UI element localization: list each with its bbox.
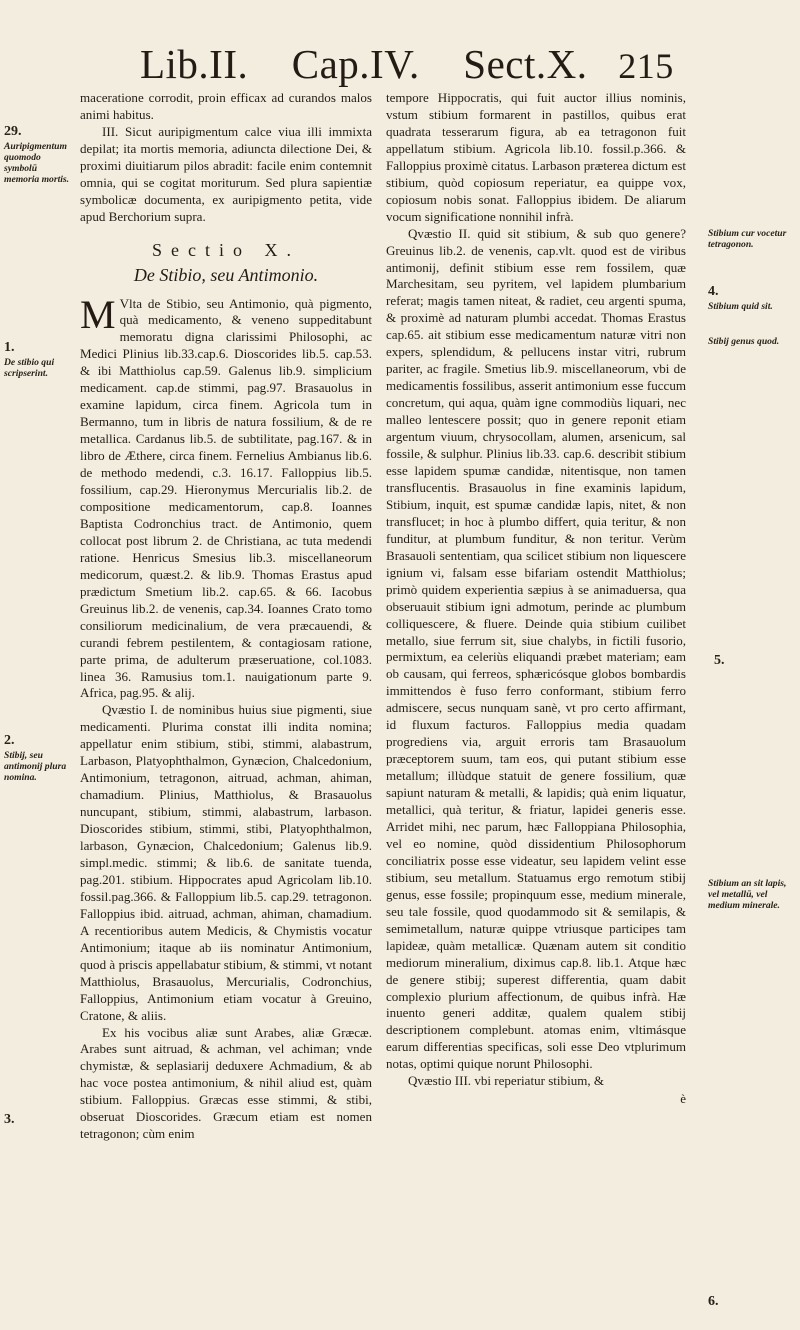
- margin-note-number: 4.: [708, 284, 719, 299]
- left-paragraph-5: Ex his vocibus aliæ sunt Arabes, aliæ Græcæ. Arabes sunt aitruad, & achman, vel achiman; vnde chymistæ, & seplasiarij deduxere Achmadium, & ab hac voce postea antimonium, & nihil aliud est, quàm stibium. Falloppius. Græcas esse stimmi, & stibi, obseruat Dioscorides. Græcum etiam est nomen tetragonon; cùm enim: [80, 1024, 372, 1142]
- left-paragraph-4: Qvæstio I. de nominibus huius siue pigmenti, siue medicamenti. Plurima constat illi indita nomina; appellatur enim stibium, stibi, stimmi, alabastrum, Larbason, Platyophthalmon, Gynæcion, Chalcedonium, Antimonium, tetragonon, aitruad, achman, ahiman, chamadium. Plinius, Matthiolus, & Brasauolus nuncupant, stibium, stimmi, alabastrum, larbason. Dioscorides stibium, stimmi, stibi, Platyophthalmon, larbason, Gynæcion, Chalcedonium; Galenus lib.9. simpl.medic. stimmi; & lib.6. de sanitate tuenda, pag.201. stibium. Hippocrates apud Agricolam lib.10. fossil.pag.366. & Falloppium lib.5. cap.29. tetragonon. Falloppius ibid. aitruad, achman, ahiman, chamadium. A recentioribus autem Medicis, & Chymistis vocatur Antimonium; itaque ab iis nominatur Antimonium, quod à priscis appellabatur stibium, & stimmi, vt notant Matthiolus, Brasauolus, Mercurialis, Codronchius, Falloppius, Antimonium etiam vocatur à Greuino, Cratone, & aliis.: [80, 702, 372, 1023]
- drop-cap: M: [80, 291, 116, 337]
- left-column: [80, 90, 372, 1143]
- catchword: è: [680, 1091, 686, 1107]
- margin-note-text: Stibium an sit lapis, vel metallū, vel medium minerale.: [708, 878, 787, 911]
- right-paragraph-1: tempore Hippocratis, qui fuit auctor illius nominis, vstum stibium formarent in pastillos, quibus erat quadrata tesserarum figura, ab ea tetragonon fuit appellatum stibium. Agricola lib.10. fossil.p.366. & Falloppius proximè citatus. Larbason præterea dictum est stibium, quòd copiosum reperiatur, ea quippe vox, copiosum nobis sonat. Falloppius ibidem. De aliarum vocum significatione nonnihil infrà.: [386, 90, 686, 224]
- margin-note-right: [708, 336, 790, 347]
- margin-note-number: 6.: [708, 1294, 719, 1309]
- page-number: 215: [618, 46, 674, 86]
- left-paragraph-1: maceratione corrodit, proin efficax ad curandos malos animi habitus.: [80, 90, 372, 122]
- margin-note-text: Stibium quid sit.: [708, 301, 773, 312]
- left-paragraph-3-text: Vlta de Stibio, seu Antimonio, quà pigmento, quà medicamento, & veneno suppeditabunt memoratu digna clarissimi Philosophi, ac Medici Plinius lib.33.cap.6. Dioscorides lib.5. cap.53. & ibi Matthiolus cap.59. Galenus lib.9. simplicium medicament. cap.de stimmi, pag.97. Brasauolus in examine lapidum, circa finem. Agricola tum in Bermanno, tum in libris de natura fossilium, & de re metallica. Cardanus lib.5. de subtilitate, pag.167. & in libro de Æthere, circa finem. Fernelius Ambianus lib.6. de methodo medendi, c.3. 16.17. Falloppius lib.5. fossilium, cap.29. Hieronymus Mercurialis lib.2. de compositione medicamentorum, cap.8. Ioannes Baptista Codronchius tract. de Antimonio, quem collocat post librum 2. de Christiana, ac tuta medendi ratione. Henricus Smesius lib.3. miscellaneorum medicorum, quæst.2. & lib.9. Thomas Erastus apud prædictum Smetium lib.2. cap.65. & 66. Iacobus Greuinus lib.2. de venenis, cap.34. Ioannes Crato tomo consiliorum medicinalium, de vera præcauendi, & curandi febrem pestilentem, & contagiosam ratione, parte prima, de adulterum præseruatione, col.1083. linea 36. Ramusius tom.1. nauigationum parte 9. Africa, pag.95. & alij.: [80, 295, 372, 701]
- margin-note-number: 1.: [4, 340, 15, 355]
- margin-note-text: Stibij, seu antimonij plura nomina.: [4, 750, 67, 783]
- margin-note-text: Stibij genus quod.: [708, 336, 780, 347]
- section-subtitle: De Stibio, seu Antimonio.: [133, 264, 319, 285]
- margin-note-right: [708, 284, 790, 312]
- margin-note-number: 29.: [4, 124, 22, 139]
- margin-note-number: 5.: [714, 653, 725, 668]
- right-paragraph-3: Qvæstio III. vbi reperiatur stibium, &: [408, 1073, 605, 1089]
- margin-note-left: [4, 340, 72, 379]
- margin-note-text: Stibium cur vocetur tetragonon.: [708, 228, 787, 250]
- margin-note-text: De stibio qui scripserint.: [4, 357, 55, 379]
- section-title: Sectio X.: [152, 239, 300, 260]
- running-head-section: Sect.X.: [463, 41, 588, 87]
- margin-note-number: 2.: [4, 733, 15, 748]
- margin-note-right: [708, 878, 790, 911]
- margin-note-left: [4, 124, 72, 185]
- running-head-chapter: Cap.IV.: [291, 41, 420, 87]
- running-head: [140, 40, 780, 88]
- margin-note-left: [4, 1112, 72, 1129]
- margin-note-number: 3.: [4, 1112, 15, 1127]
- margin-note-right: [708, 228, 790, 250]
- left-paragraph-2: III. Sicut auripigmentum calce viua illi immixta depilat; ita mortis memoria, adiuncta dilectione Dei, & proximi diuitiarum pilos abradit: facile enim contemnit omnia, qui se cogitat moriturum. Sed plura sapientiæ symbolicæ documenta, ex auripigmento petita, vide apud Berchorium supra.: [80, 123, 372, 224]
- left-paragraph-3: [80, 291, 372, 703]
- margin-note-text: Auripigmentum quomodo symbolū memoria mortis.: [4, 141, 70, 185]
- running-head-book: Lib.II.: [140, 41, 249, 87]
- right-column: [386, 90, 686, 1108]
- margin-note-left: [4, 733, 72, 783]
- right-paragraph-2: Qvæstio II. quid sit stibium, & sub quo genere? Greuinus lib.2. de venenis, cap.vlt. quod est de viribus antimonij, definit stibium esse rem fossilem, quæ Marchesitam, seu pyritem, vel lapidem plumbarium referat; magis tamen niteat, & radiet, ceu argenti spuma, & proximè ad naturam plumbi accedat. Thomas Erastus cap.65. ait stibium esse medicamentum naturæ vitri non expers, splendidum, & pellucens instar vitri, rubrum pariter, ac fragile. Smetius lib.9. miscellaneorum, vbi de medicamentis fossilibus, asserit antimonium esse fuccum concretum, qui aqua, quàm igne commodiùs liquari, nec malleo lentescere possit; quo in genere reponit etiam argentum viuum, chrysocollam, alumen, arsenicum, sal fossile, & sulphur. Plinius lib.33. cap.6. describit stibium esse lapidem spumæ candidæ, nitentisque, non tamen transflucentis. Brasauolus in fine examinis lapidum, Stibium, inquit, est spumæ candidæ lapis, nitet, & non transflucet; in hoc à plumbo differt, quia teritur, & non funditur, at plumbum funditur, & non teritur. Verùm Brasauoli sententiam, qua scilicet stibium non liquescere ignium vi, falsam esse bifariam ostendit Matthiolus; primò quidem experientia sæpius à se animaduersa, qua obseruauit stibium igni admotum, perinde ac plumbum colliquescere, & fluere. Deinde quia stibium cuilibet metallo, siue ferrum sit, siue chalybs, in fictili fusorio, permixtum, ea celeriùs eliquandi præbet materiam; eam ob causam, qui ferreos, sphæricósque globos bombardis immittendos è fuso ferro conformant, stibium ferro admiscere, secus nunquam sanè, vt pro certo affirmant, id fluxum facturos. Falloppius media quadam progrediens via, arguit erroris tam Brasauolum præceptorem suum, tam eos, qui putant stibium esse metallum; illùdque statuit de genere fossilium, quæ sapiunt naturam & metalli, & lapidis; quà enim liquatur, metallici, quà teritur, & friatur, lapidei generis esse. Arridet mihi, nec parum, hæc Falloppiana Philosophia, vel eo nomine, quòd dissidentium Philosophorum conciliatrix posse esse videatur, seu lapidem velint esse stibium, seu metallum. Statuamus ergo remotum stibij genus, esse fossile; propinquum esse, medium minerale, seu tale fossile, quod quodammodo sit & semilapis, & semimetallum, naturæ quippe vtriusque participes tam lapideæ, quàm metallicæ. Quænam autem sit conditio mediorum mineralium, diximus cap.8. lib.1. Atque hæc de genere stibij; superest differentia, quam dabit complexio plurium affectionum, de quibus infrà. Hæ inuento generi additæ, qualem qualem stibij descriptionem complebunt. atomas enim, vltimásque earum differentias specificas, soli esse Deo vtplurimum notas, optimi quique norunt Philosophi.: [386, 225, 686, 1072]
